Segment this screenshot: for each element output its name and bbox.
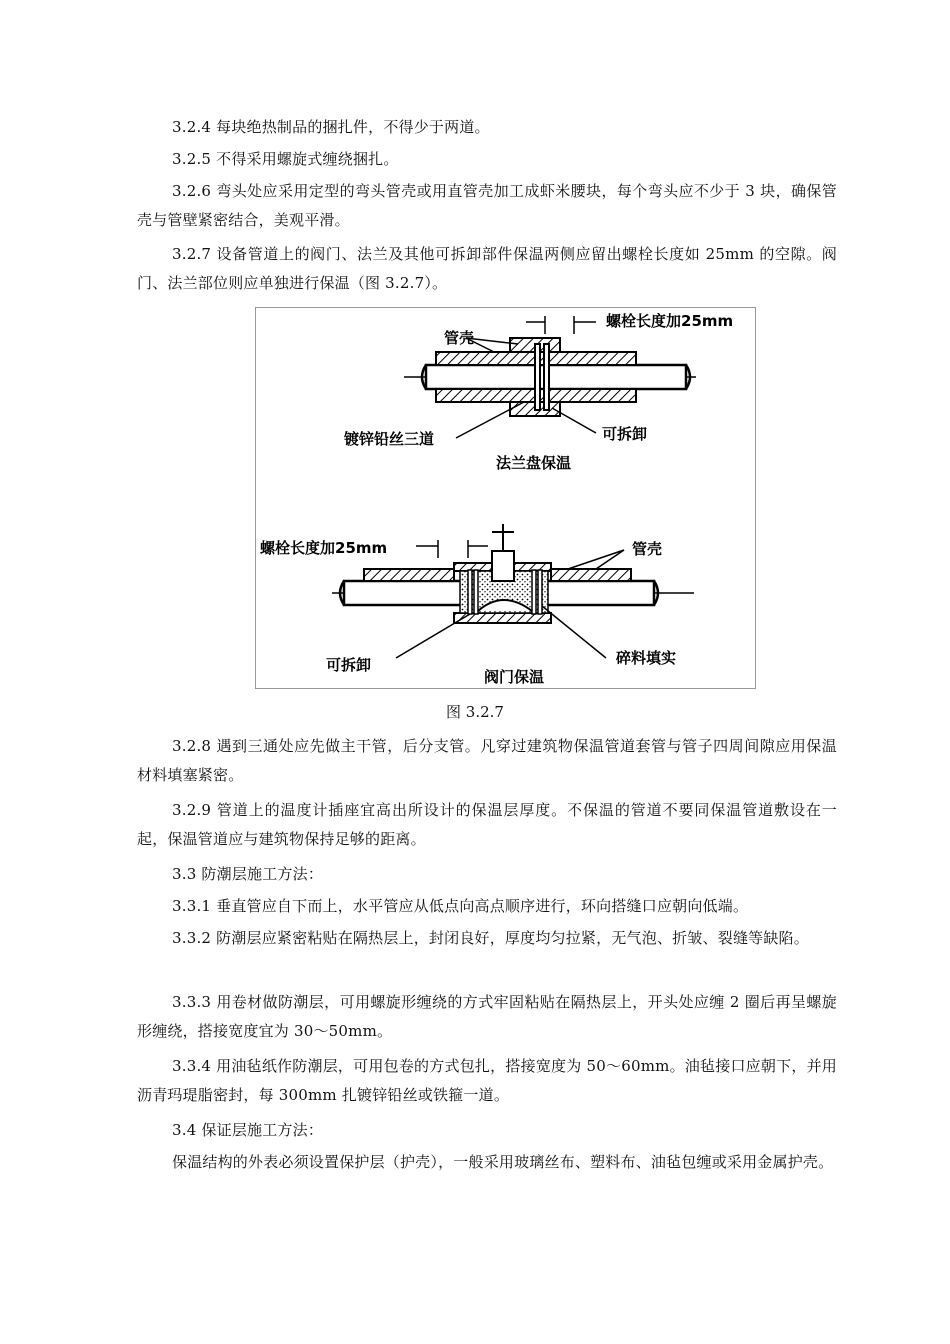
flange-bolt-label: 螺栓长度加25mm <box>606 312 734 330</box>
paragraph-3-2-6: 3.2.6 弯头处应采用定型的弯头管壳或用直管壳加工成虾米腰块，每个弯头应不少于 3 块，确保管壳与管壁紧密结合，美观平滑。 <box>137 182 837 229</box>
paragraph-3-3-1: 3.3.1 垂直管应自下而上，水平管应从低点向高点顺序进行，环向搭缝口应朝向低端。 <box>172 897 749 915</box>
paragraph-protective-layer: 保温结构的外表必须设置保护层（护壳），一般采用玻璃丝布、塑料布、油毡包缠或采用金属护壳。 <box>172 1153 834 1171</box>
flange-wire-label: 镀锌铅丝三道 <box>344 430 435 448</box>
heading-3-3: 3.3 防潮层施工方法： <box>172 865 324 883</box>
paragraph-3-2-9: 3.2.9 管道上的温度计插座宜高出所设计的保温层厚度。不保温的管道不要同保温管道敷设在一起，保温管道应与建筑物保持足够的距离。 <box>137 801 837 848</box>
figure-caption: 图 3.2.7 <box>446 703 504 721</box>
paragraph-3-2-4: 3.2.4 每块绝热制品的捆扎件，不得少于两道。 <box>172 118 490 136</box>
figure-3-2-7 <box>255 307 756 689</box>
paragraph-3-3-3: 3.3.3 用卷材做防潮层，可用螺旋形缠绕的方式牢固粘贴在隔热层上，开头处应缠 2 圈后再呈螺旋形缠绕，搭接宽度宜为 30～50mm。 <box>137 993 837 1040</box>
valve-bolt-label: 螺栓长度加25mm <box>260 539 388 557</box>
paragraph-3-2-8: 3.2.8 遇到三通处应先做主干管，后分支管。凡穿过建筑物保温管道套管与管子四周间隙应用保温材料填塞紧密。 <box>137 737 837 784</box>
valve-shell-label: 管壳 <box>632 540 663 558</box>
paragraph-3-3-2: 3.3.2 防潮层应紧密粘贴在隔热层上，封闭良好，厚度均匀拉紧，无气泡、折皱、裂缝等缺陷。 <box>172 929 809 947</box>
heading-3-4: 3.4 保证层施工方法： <box>172 1121 324 1139</box>
valve-removable-label: 可拆卸 <box>326 656 372 674</box>
paragraph-3-2-5: 3.2.5 不得采用螺旋式缠绕捆扎。 <box>172 150 399 168</box>
flange-shell-label: 管壳 <box>444 329 475 347</box>
flange-diagram-title: 法兰盘保温 <box>496 454 572 472</box>
insulation-diagram <box>256 308 757 690</box>
paragraph-3-2-7: 3.2.7 设备管道上的阀门、法兰及其他可拆卸部件保温两侧应留出螺栓长度如 25mm 的空隙。阀门、法兰部位则应单独进行保温（图 3.2.7）。 <box>137 245 837 292</box>
valve-fill-label: 碎料填实 <box>616 649 677 667</box>
paragraph-3-3-4: 3.3.4 用油毡纸作防潮层，可用包卷的方式包扎，搭接宽度为 50～60mm。油毡接口应朝下，并用沥青玛瑅脂密封，每 300mm 扎镀锌铅丝或铁箍一道。 <box>137 1057 837 1104</box>
flange-removable-label: 可拆卸 <box>602 425 648 443</box>
valve-diagram-title: 阀门保温 <box>484 668 545 686</box>
